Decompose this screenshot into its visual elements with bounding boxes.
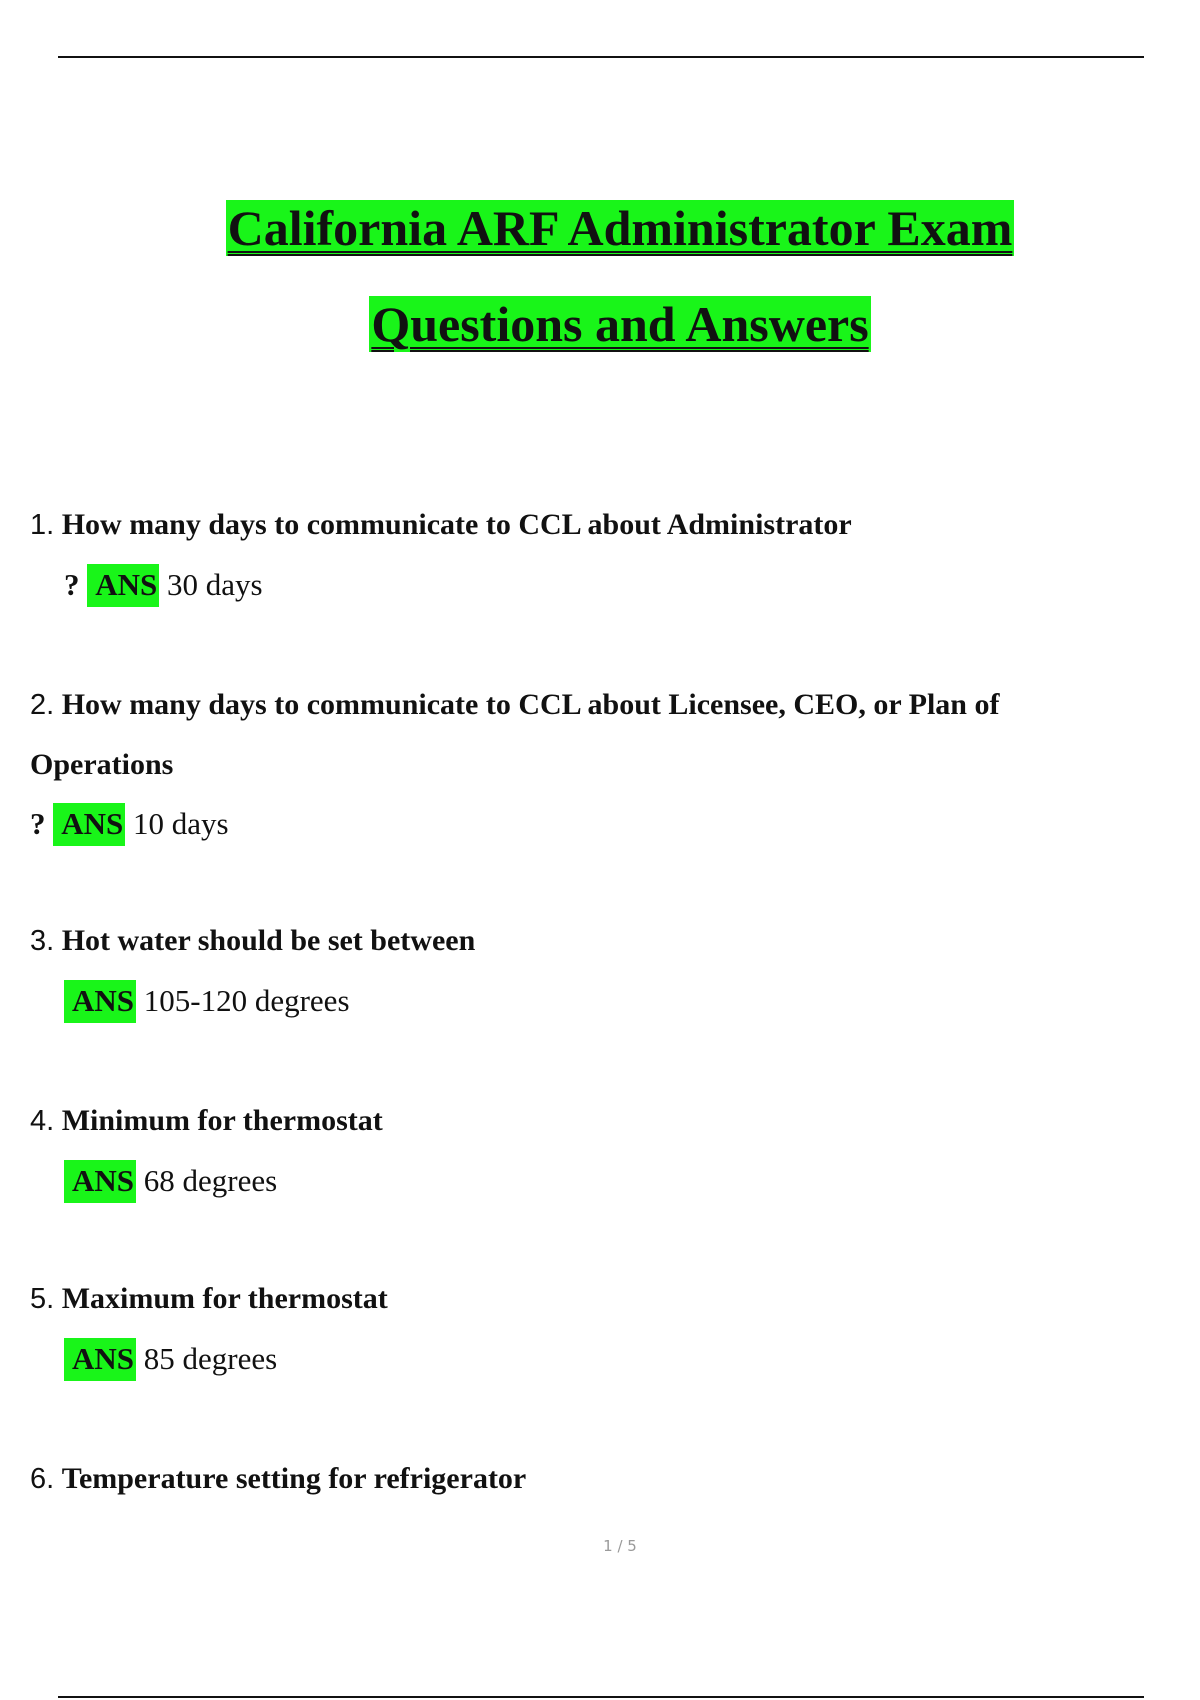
- top-rule: [58, 56, 1144, 58]
- answer-line: [30, 971, 1160, 1030]
- bottom-rule: [58, 1696, 1144, 1698]
- question-text: Minimum for thermostat: [61, 1104, 383, 1137]
- answer-value: 105-120 degrees: [143, 983, 350, 1018]
- question-line: [30, 675, 1160, 735]
- document-title-line-1: [0, 197, 1200, 259]
- question-text: Hot water should be set between: [61, 924, 476, 957]
- answer-value: 30 days: [167, 567, 263, 602]
- question-text-continued: Operations: [30, 748, 174, 781]
- question-line: [30, 911, 1160, 971]
- question-number: 5.: [30, 1283, 55, 1315]
- question-number: 4.: [30, 1105, 55, 1137]
- answer-line: [30, 1329, 1160, 1388]
- question-number: 3.: [30, 925, 55, 957]
- question-text: Maximum for thermostat: [61, 1282, 388, 1315]
- question-number: 2.: [30, 689, 55, 721]
- question-item-3: [30, 911, 1160, 1030]
- answer-value: 85 degrees: [143, 1341, 278, 1376]
- question-number: 6.: [30, 1463, 55, 1495]
- question-item-4: [30, 1091, 1160, 1210]
- question-line: [30, 1091, 1160, 1151]
- document-title-line-2: [0, 293, 1200, 355]
- answer-line: [30, 555, 1160, 614]
- question-line: [30, 1269, 1160, 1329]
- question-number: 1.: [30, 509, 55, 541]
- page-indicator: 1 / 5: [603, 1537, 637, 1555]
- title-highlight-2: Questions and Answers: [371, 296, 869, 352]
- question-item-2: [30, 675, 1160, 853]
- question-mark: ?: [64, 567, 80, 602]
- answer-value: 68 degrees: [143, 1163, 278, 1198]
- answer-label: ANS: [53, 803, 125, 846]
- answer-value: 10 days: [133, 806, 229, 841]
- question-line-continued: [30, 735, 1160, 794]
- answer-line: [30, 794, 1160, 853]
- question-item-5: [30, 1269, 1160, 1388]
- question-item-1: [30, 495, 1160, 614]
- answer-label: ANS: [64, 1160, 136, 1203]
- question-text: How many days to communicate to CCL about Licensee, CEO, or Plan of: [61, 688, 1000, 721]
- answer-label: ANS: [64, 980, 136, 1023]
- question-text: How many days to communicate to CCL about Administrator: [61, 508, 852, 541]
- answer-line: [30, 1151, 1160, 1210]
- question-line: [30, 1449, 1160, 1509]
- title-highlight-1: California ARF Administrator Exam: [227, 200, 1013, 256]
- question-text: Temperature setting for refrigerator: [61, 1462, 527, 1495]
- answer-label: ANS: [87, 564, 159, 607]
- question-mark: ?: [30, 806, 46, 841]
- question-line: [30, 495, 1160, 555]
- answer-label: ANS: [64, 1338, 136, 1381]
- question-item-6: [30, 1449, 1160, 1509]
